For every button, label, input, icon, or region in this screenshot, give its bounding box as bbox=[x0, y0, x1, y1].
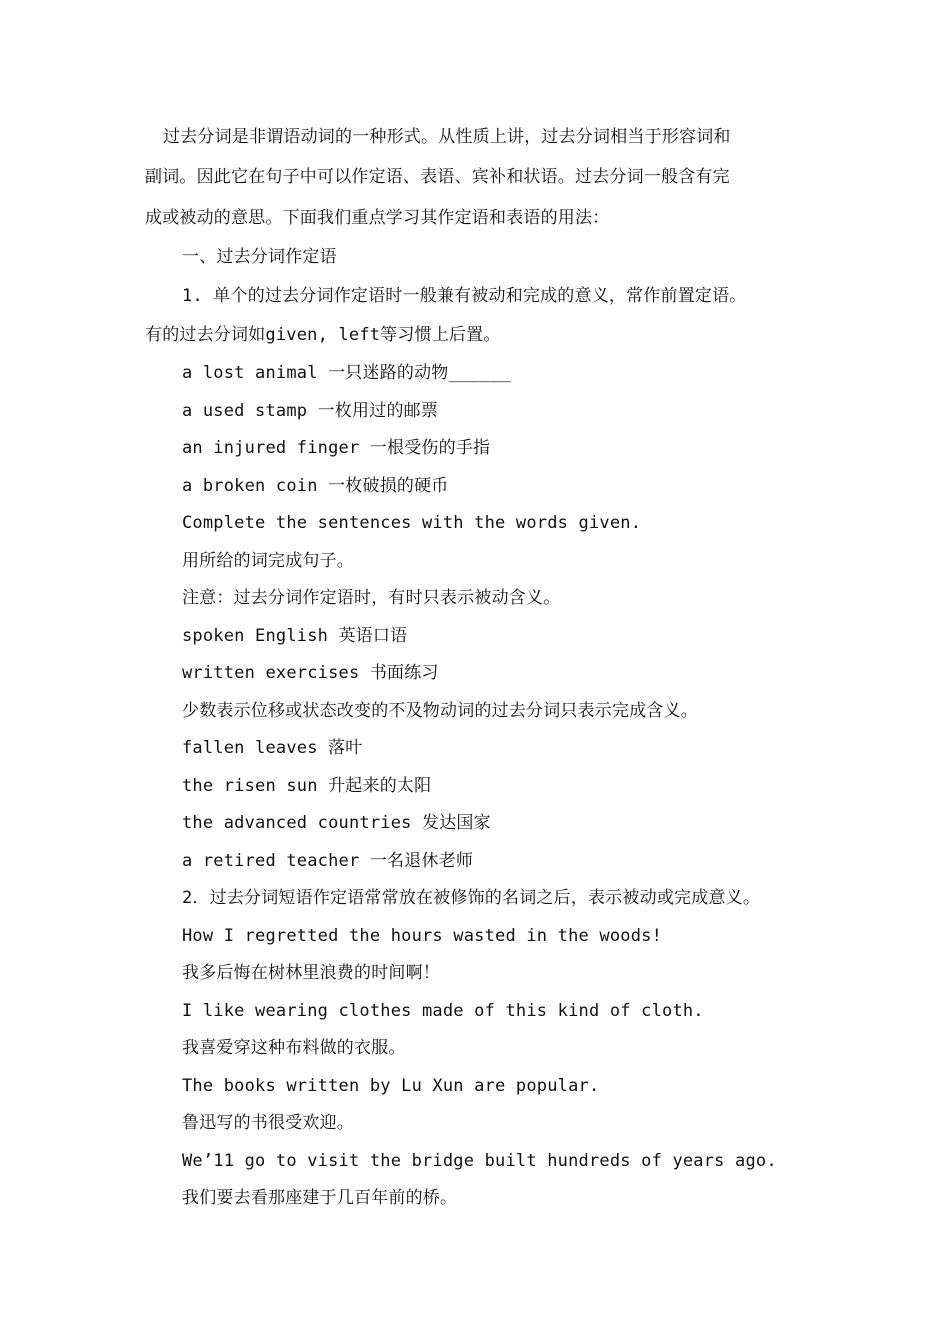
example-fallen-leaves: fallen leaves 落叶 bbox=[182, 738, 363, 758]
example-used-stamp: a used stamp 一枚用过的邮票 bbox=[182, 401, 439, 421]
example-complete-sentences: Complete the sentences with the words given. bbox=[182, 513, 642, 533]
example-clothes-made: I like wearing clothes made of this kind of cloth. bbox=[182, 1001, 704, 1021]
intro-line-1: 过去分词是非谓语动词的一种形式。从性质上讲，过去分词相当于形容词和 bbox=[163, 127, 731, 147]
example-bridge-built-translation: 我们要去看那座建于几百年前的桥。 bbox=[182, 1188, 458, 1208]
example-broken-coin: a broken coin 一枚破损的硬币 bbox=[182, 476, 449, 496]
example-hours-wasted-translation: 我多后悔在树林里浪费的时间啊！ bbox=[182, 963, 440, 983]
example-risen-sun: the risen sun 升起来的太阳 bbox=[182, 776, 432, 796]
point1-line-1: 1. 单个的过去分词作定语时一般兼有被动和完成的意义，常作前置定语。 bbox=[182, 286, 747, 306]
example-translation: 用所给的词完成句子。 bbox=[182, 551, 354, 571]
example-bridge-built: We’11 go to visit the bridge built hundreds of years ago. bbox=[182, 1151, 777, 1171]
section-heading: 一、过去分词作定语 bbox=[182, 247, 337, 267]
intro-line-3: 成或被动的意思。下面我们重点学习其作定语和表语的用法： bbox=[145, 208, 610, 228]
example-injured-finger: an injured finger 一根受伤的手指 bbox=[182, 438, 491, 458]
point1-line-2: 有的过去分词如given, left等习惯上后置。 bbox=[145, 325, 501, 345]
example-hours-wasted: How I regretted the hours wasted in the woods! bbox=[182, 926, 663, 946]
note-completion: 少数表示位移或状态改变的不及物动词的过去分词只表示完成含义。 bbox=[182, 701, 698, 721]
example-written-exercises: written exercises 书面练习 bbox=[182, 663, 439, 683]
example-books-written: The books written by Lu Xun are popular. bbox=[182, 1076, 600, 1096]
example-books-written-translation: 鲁迅写的书很受欢迎。 bbox=[182, 1113, 354, 1133]
intro-line-2: 副词。因此它在句子中可以作定语、表语、宾补和状语。过去分词一般含有完 bbox=[145, 167, 730, 187]
example-advanced-countries: the advanced countries 发达国家 bbox=[182, 813, 491, 833]
example-clothes-made-translation: 我喜爱穿这种布料做的衣服。 bbox=[182, 1038, 406, 1058]
example-lost-animal: a lost animal 一只迷路的动物______ bbox=[182, 363, 512, 383]
example-spoken-english: spoken English 英语口语 bbox=[182, 626, 408, 646]
example-retired-teacher: a retired teacher 一名退休老师 bbox=[182, 851, 474, 871]
note-passive: 注意：过去分词作定语时，有时只表示被动含义。 bbox=[182, 588, 561, 608]
point2-line: 2．过去分词短语作定语常常放在被修饰的名词之后，表示被动或完成意义。 bbox=[182, 888, 761, 908]
